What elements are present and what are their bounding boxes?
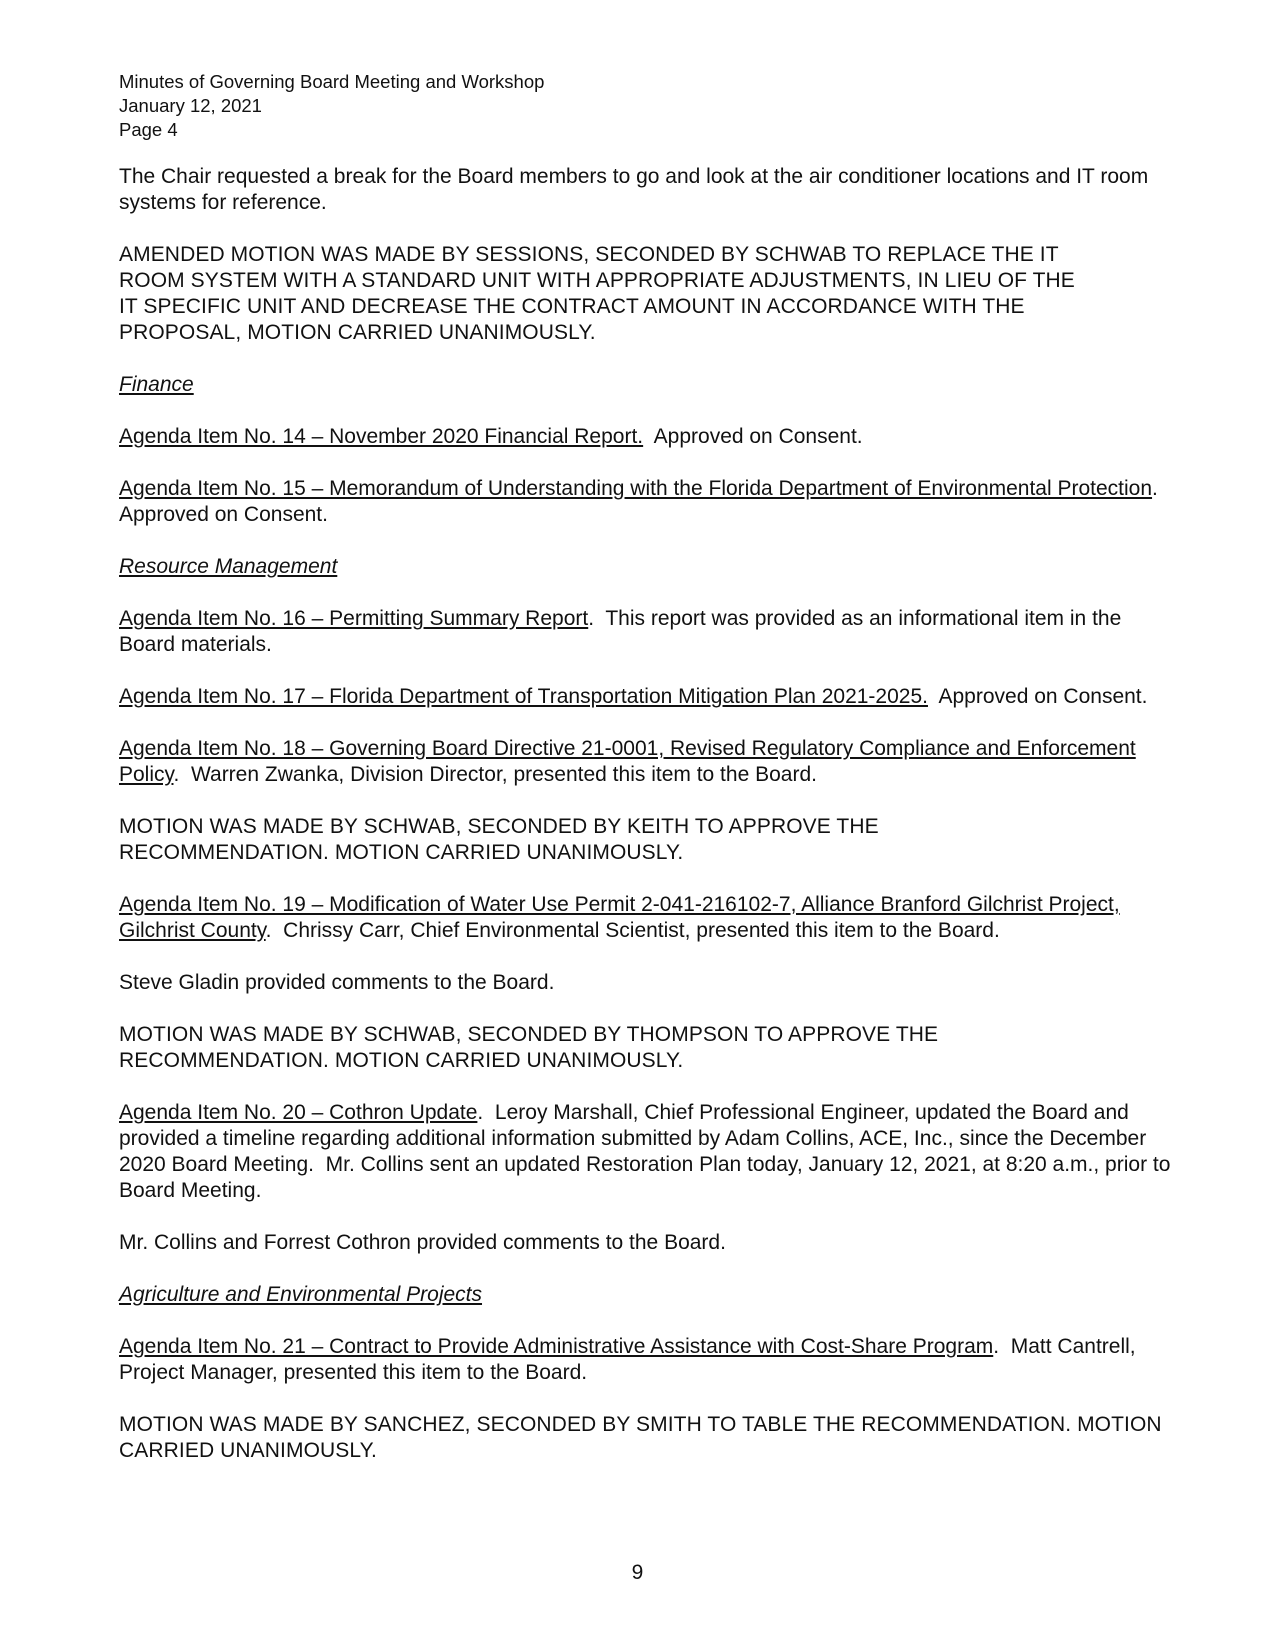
agenda-item-16 xyxy=(119,606,1179,658)
agenda-item-17-title: Agenda Item No. 17 – Florida Department of Transportation Mitigation Plan 2021-2025. xyxy=(119,685,928,708)
agenda-item-17 xyxy=(119,684,1179,710)
agenda-item-15 xyxy=(119,476,1179,528)
paragraph-collins: Mr. Collins and Forrest Cothron provided comments to the Board. xyxy=(119,1231,726,1254)
document-page xyxy=(119,70,1179,1490)
header-date: January 12, 2021 xyxy=(119,95,262,116)
agenda-item-20 xyxy=(119,1100,1179,1204)
section-resource-label: Resource Management xyxy=(119,555,338,578)
paragraph-gladin: Steve Gladin provided comments to the Board. xyxy=(119,971,555,994)
agenda-item-18-text: . Warren Zwanka, Division Director, presented this item to the Board. xyxy=(173,763,817,786)
page-header xyxy=(119,70,1179,142)
agenda-item-16-title: Agenda Item No. 16 – Permitting Summary Report xyxy=(119,607,589,630)
agenda-item-21-text: . Matt Cantrell, Project Manager, presented this item to the Board. xyxy=(119,1335,1142,1384)
agenda-item-15-title: Agenda Item No. 15 – Memorandum of Understanding with the Florida Department of Environmental Protection xyxy=(119,477,1153,500)
motion-item-21: MOTION WAS MADE BY SANCHEZ, SECONDED BY SMITH TO TABLE THE RECOMMENDATION. MOTION CARRIED UNANIMOUSLY. xyxy=(119,1413,1162,1462)
header-title: Minutes of Governing Board Meeting and Workshop xyxy=(119,71,545,92)
agenda-item-19-text: . Chrissy Carr, Chief Environmental Scientist, presented this item to the Board. xyxy=(265,919,1000,942)
agenda-item-17-text: Approved on Consent. xyxy=(927,685,1148,708)
agenda-item-18-title: Agenda Item No. 18 – Governing Board Directive 21-0001, Revised Regulatory Compliance and Enforcement Policy xyxy=(119,737,1136,786)
agenda-item-20-text: . Leroy Marshall, Chief Professional Engineer, updated the Board and provided a timeline regarding additional information submitted by Adam Collins, ACE, Inc., since the December 2020 Board Meeting. Mr. Collins sent an updated Restoration Plan today, January 12, 2021, at 8:20 a.m., prior to Board Meeting. xyxy=(119,1101,1177,1202)
section-heading-resource xyxy=(119,554,1179,580)
amended-motion: AMENDED MOTION WAS MADE BY SESSIONS, SECONDED BY SCHWAB TO REPLACE THE IT ROOM SYSTEM WITH A STANDARD UNIT WITH APPROPRIATE ADJUSTMENTS, IN LIEU OF THE IT SPECIFIC UNIT AND DECREASE THE CONTRACT AMOUNT IN ACCORDANCE WITH THE PROPOSAL, MOTION CARRIED UNANIMOUSLY. xyxy=(119,243,1075,344)
header-page: Page 4 xyxy=(119,119,178,140)
page-number: 9 xyxy=(631,1561,644,1584)
agenda-item-21-title: Agenda Item No. 21 – Contract to Provide Administrative Assistance with Cost-Share Program xyxy=(119,1335,994,1358)
agenda-item-15-text: . Approved on Consent. xyxy=(119,477,1169,526)
agenda-item-18 xyxy=(119,736,1179,788)
agenda-item-19-title: Agenda Item No. 19 – Modification of Water Use Permit 2-041-216102-7, Alliance Branford Gilchrist Project, Gilchrist County xyxy=(119,893,1120,942)
agenda-item-20-title: Agenda Item No. 20 – Cothron Update xyxy=(119,1101,478,1124)
section-finance-label: Finance xyxy=(119,373,194,396)
section-heading-finance xyxy=(119,372,1179,398)
motion-item-18: MOTION WAS MADE BY SCHWAB, SECONDED BY KEITH TO APPROVE THE RECOMMENDATION. MOTION CARRIED UNANIMOUSLY. xyxy=(119,815,879,864)
agenda-item-16-text: . This report was provided as an informational item in the Board materials. xyxy=(119,607,1128,656)
agenda-item-14-title: Agenda Item No. 14 – November 2020 Financial Report. xyxy=(119,425,644,448)
agenda-item-14 xyxy=(119,424,1179,450)
section-heading-agriculture xyxy=(119,1282,1179,1308)
motion-item-19: MOTION WAS MADE BY SCHWAB, SECONDED BY THOMPSON TO APPROVE THE RECOMMENDATION. MOTION CARRIED UNANIMOUSLY. xyxy=(119,1023,939,1072)
paragraph-break-request: The Chair requested a break for the Board members to go and look at the air conditioner locations and IT room systems for reference. xyxy=(119,165,1149,214)
agenda-item-19 xyxy=(119,892,1179,944)
section-agriculture-label: Agriculture and Environmental Projects xyxy=(119,1283,483,1306)
agenda-item-21 xyxy=(119,1334,1179,1386)
agenda-item-14-text: Approved on Consent. xyxy=(643,425,863,448)
